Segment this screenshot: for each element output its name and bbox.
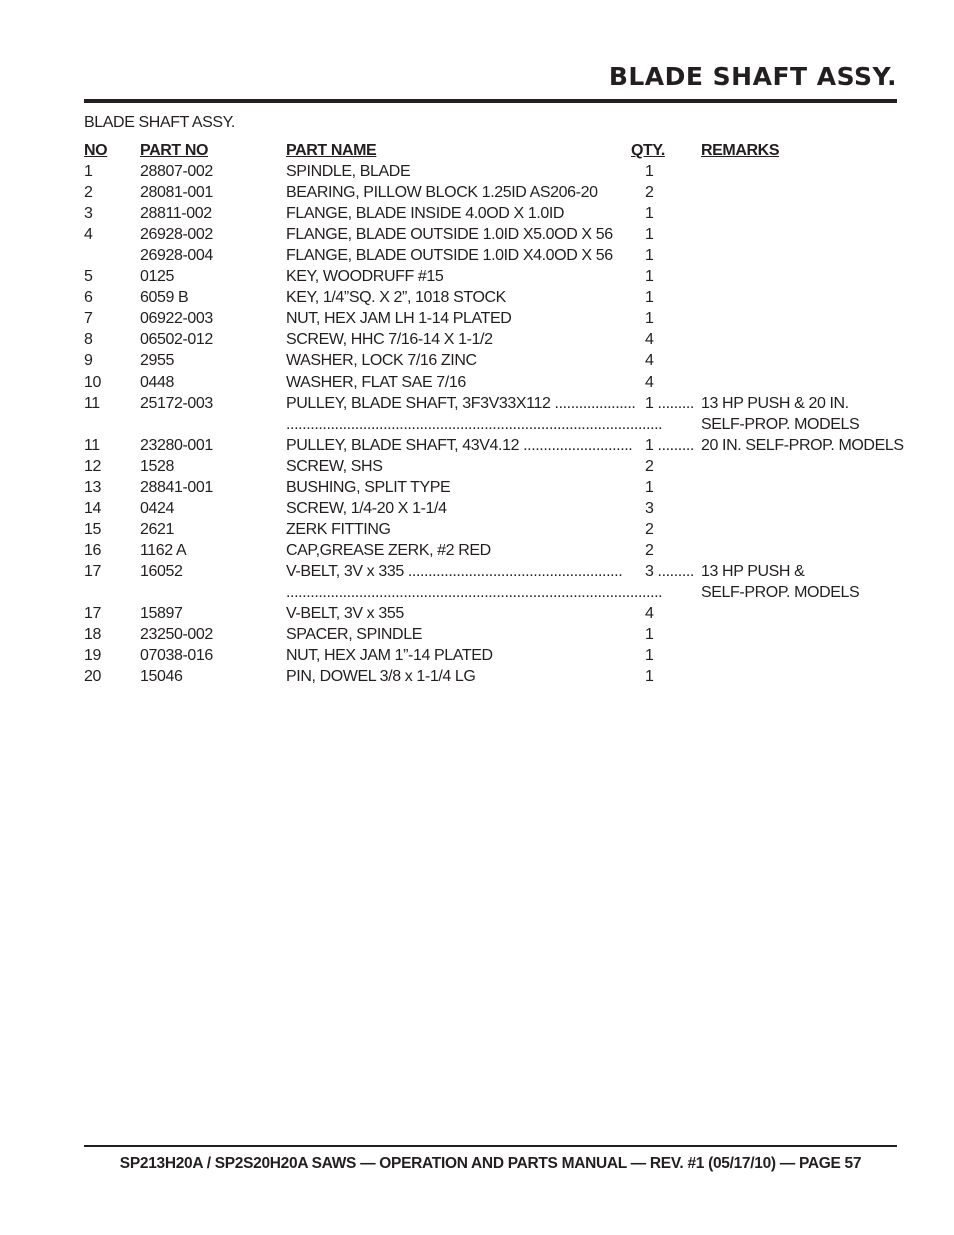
part-number: 2621	[140, 520, 174, 538]
table-row	[84, 498, 904, 519]
table-row	[84, 456, 904, 477]
part-name: SCREW, HHC 7/16-14 X 1-1/2	[286, 331, 493, 349]
part-name: PIN, DOWEL 3/8 x 1-1/4 LG	[286, 668, 476, 686]
part-number: 28081-001	[140, 184, 213, 202]
quantity: 2	[645, 520, 654, 538]
header-part-name: PART NAME	[286, 142, 377, 159]
part-name: WASHER, LOCK 7/16 ZINC	[286, 352, 477, 370]
item-number: 4	[84, 226, 93, 244]
quantity: 1	[645, 268, 654, 286]
quantity: 3	[645, 499, 654, 517]
quantity: 2	[645, 457, 654, 475]
item-number: 8	[84, 331, 93, 349]
part-number: 0125	[140, 268, 174, 286]
remarks: 13 HP PUSH & 20 IN.	[701, 394, 849, 412]
quantity: 1	[645, 289, 654, 307]
quantity: 4	[645, 605, 654, 623]
parts-table	[84, 140, 904, 687]
part-number: 26928-002	[140, 226, 213, 244]
part-number: 07038-016	[140, 647, 213, 665]
quantity: 1	[645, 647, 654, 665]
part-name: SCREW, 1/4-20 X 1-1/4	[286, 499, 447, 517]
table-row	[84, 666, 904, 687]
item-number: 17	[84, 605, 101, 623]
item-number: 6	[84, 289, 93, 307]
part-number: 26928-004	[140, 247, 213, 265]
table-row	[84, 372, 904, 393]
part-number: 23250-002	[140, 626, 213, 644]
continuation-leader: .............................................................................................	[286, 415, 663, 433]
table-header	[84, 140, 904, 161]
part-number: 0424	[140, 499, 174, 517]
page-footer: SP213H20A / SP2S20H20A SAWS — OPERATION AND PARTS MANUAL — REV. #1 (05/17/10) — PAGE 57	[119, 1155, 862, 1172]
item-number: 14	[84, 499, 101, 517]
quantity: 4	[645, 373, 654, 391]
quantity: 2	[645, 541, 654, 559]
quantity: 1	[645, 163, 654, 181]
part-name: V-BELT, 3V x 355	[286, 605, 404, 623]
item-number: 2	[84, 184, 93, 202]
quantity: 1	[645, 310, 654, 328]
table-row	[84, 561, 904, 582]
quantity: 1	[645, 247, 654, 265]
remarks: 13 HP PUSH &	[701, 562, 805, 580]
part-number: 06922-003	[140, 310, 213, 328]
quantity: 2	[645, 184, 654, 202]
table-row	[84, 182, 904, 203]
table-row	[84, 161, 904, 182]
part-name: FLANGE, BLADE OUTSIDE 1.0ID X4.0OD X 56	[286, 247, 613, 265]
part-number: 6059 B	[140, 289, 189, 307]
quantity: 3 .........	[645, 562, 694, 580]
part-number: 2955	[140, 352, 174, 370]
item-number: 15	[84, 520, 101, 538]
header-part-no: PART NO	[140, 142, 209, 159]
continuation-leader: .............................................................................................	[286, 583, 663, 601]
item-number: 13	[84, 478, 101, 496]
table-row	[84, 414, 904, 435]
table-row	[84, 582, 904, 603]
table-row	[84, 329, 904, 350]
part-number: 16052	[140, 562, 183, 580]
section-label: BLADE SHAFT ASSY.	[84, 114, 235, 131]
quantity: 1	[645, 668, 654, 686]
table-row	[84, 519, 904, 540]
table-row	[84, 224, 904, 245]
part-name: BEARING, PILLOW BLOCK 1.25ID AS206-20	[286, 184, 598, 202]
table-row	[84, 435, 904, 456]
part-name: NUT, HEX JAM 1”-14 PLATED	[286, 647, 493, 665]
table-row	[84, 245, 904, 266]
header-no: NO	[84, 142, 108, 159]
item-number: 1	[84, 163, 93, 181]
item-number: 11	[84, 394, 100, 412]
part-number: 15046	[140, 668, 183, 686]
part-name: FLANGE, BLADE INSIDE 4.0OD X 1.0ID	[286, 205, 565, 223]
part-number: 25172-003	[140, 394, 213, 412]
quantity: 1	[645, 205, 654, 223]
table-row	[84, 603, 904, 624]
part-number: 06502-012	[140, 331, 213, 349]
part-name: CAP,GREASE ZERK, #2 RED	[286, 541, 491, 559]
part-name: SPINDLE, BLADE	[286, 163, 411, 181]
part-name: SPACER, SPINDLE	[286, 626, 422, 644]
footer-rule	[84, 1145, 897, 1147]
page-title: BLADE SHAFT ASSY.	[608, 62, 897, 91]
table-row	[84, 350, 904, 371]
part-name: V-BELT, 3V x 335 .....................................................	[286, 562, 623, 580]
quantity: 4	[645, 352, 654, 370]
item-number: 17	[84, 562, 101, 580]
table-row	[84, 308, 904, 329]
part-name: KEY, 1/4”SQ. X 2”, 1018 STOCK	[286, 289, 506, 307]
part-name: ZERK FITTING	[286, 520, 391, 538]
item-number: 19	[84, 647, 101, 665]
part-number: 1528	[140, 457, 174, 475]
item-number: 18	[84, 626, 101, 644]
header-qty: QTY.	[631, 142, 665, 159]
part-number: 28807-002	[140, 163, 213, 181]
quantity: 4	[645, 331, 654, 349]
part-number: 0448	[140, 373, 174, 391]
item-number: 5	[84, 268, 93, 286]
header-remarks: REMARKS	[701, 142, 780, 159]
remarks: 20 IN. SELF-PROP. MODELS	[701, 436, 904, 454]
quantity: 1 .........	[645, 394, 694, 412]
part-name: WASHER, FLAT SAE 7/16	[286, 373, 466, 391]
part-name: FLANGE, BLADE OUTSIDE 1.0ID X5.0OD X 56	[286, 226, 613, 244]
part-number: 28811-002	[140, 205, 212, 223]
table-row	[84, 287, 904, 308]
table-row	[84, 624, 904, 645]
quantity: 1	[645, 478, 654, 496]
item-number: 9	[84, 352, 93, 370]
table-row	[84, 266, 904, 287]
table-row	[84, 203, 904, 224]
part-number: 23280-001	[140, 436, 213, 454]
item-number: 7	[84, 310, 93, 328]
header-rule	[84, 99, 897, 103]
item-number: 16	[84, 541, 101, 559]
part-number: 1162 A	[140, 541, 187, 559]
part-number: 28841-001	[140, 478, 213, 496]
item-number: 11	[84, 436, 100, 454]
table-row	[84, 393, 904, 414]
remarks: SELF-PROP. MODELS	[701, 583, 860, 601]
item-number: 12	[84, 457, 101, 475]
quantity: 1 .........	[645, 436, 694, 454]
item-number: 10	[84, 373, 101, 391]
table-row	[84, 540, 904, 561]
quantity: 1	[645, 226, 654, 244]
part-number: 15897	[140, 605, 183, 623]
part-name: KEY, WOODRUFF #15	[286, 268, 444, 286]
table-row	[84, 477, 904, 498]
part-name: PULLEY, BLADE SHAFT, 43V4.12 ...........................	[286, 436, 633, 454]
item-number: 20	[84, 668, 101, 686]
part-name: PULLEY, BLADE SHAFT, 3F3V33X112 ....................	[286, 394, 636, 412]
part-name: BUSHING, SPLIT TYPE	[286, 478, 451, 496]
table-row	[84, 645, 904, 666]
part-name: NUT, HEX JAM LH 1-14 PLATED	[286, 310, 512, 328]
remarks: SELF-PROP. MODELS	[701, 415, 860, 433]
item-number: 3	[84, 205, 93, 223]
quantity: 1	[645, 626, 654, 644]
part-name: SCREW, SHS	[286, 457, 383, 475]
